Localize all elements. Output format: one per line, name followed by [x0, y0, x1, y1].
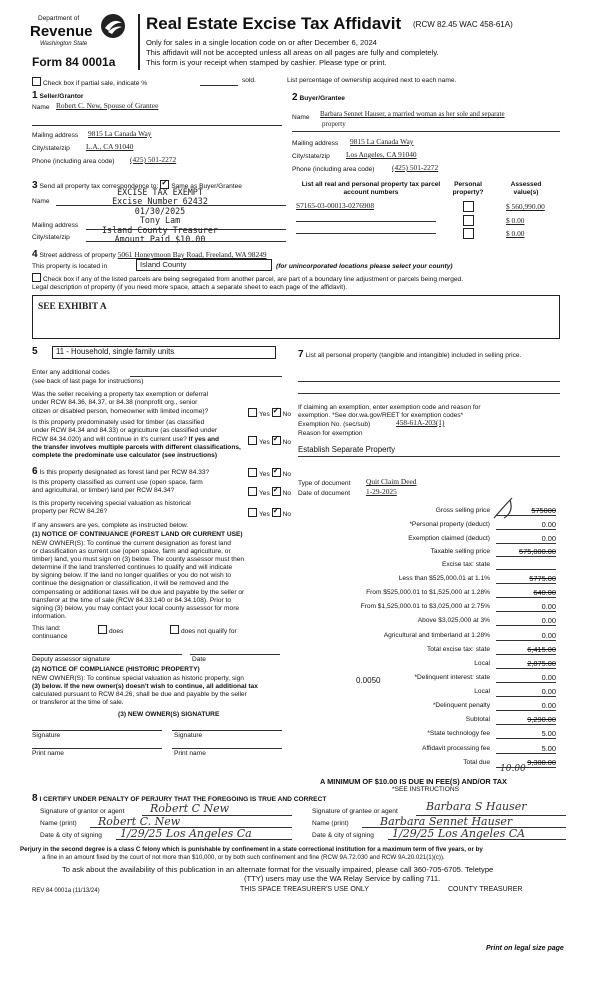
additional-codes-line[interactable]	[130, 376, 282, 377]
tax-calc-value: 5.00	[541, 729, 556, 738]
personal-property-checkbox-3[interactable]	[463, 228, 474, 239]
land-does-not-checkbox[interactable]	[170, 625, 179, 634]
forest-land-question: 6 Is this property designated as forest land per RCW 84.33?	[32, 466, 210, 477]
state-label: Washington State	[40, 41, 88, 47]
land-use-code-value: 11 - Household, single family units	[56, 347, 175, 356]
tax-calc-field[interactable]	[496, 668, 556, 669]
grantee-date-label: Date & city of signing	[312, 832, 374, 839]
deputy-signature-line[interactable]	[32, 654, 182, 655]
partial-sale-label: Check box if partial sale, indicate %	[43, 80, 148, 87]
tax-calc-row	[300, 745, 558, 755]
tax-calc-row	[300, 674, 558, 684]
exemption-reason-label: Reason for exemption	[298, 430, 363, 437]
tax-calc-label: Exemption claimed (deduct)	[408, 535, 490, 542]
tax-calc-field[interactable]	[496, 640, 556, 641]
tax-calc-label: Local	[474, 660, 490, 667]
tax-calc-field[interactable]	[496, 738, 556, 739]
revenue-logo-icon	[100, 13, 126, 39]
exemption-reason-field[interactable]: Establish Separate Property	[298, 445, 396, 454]
tax-calc-field[interactable]	[496, 611, 556, 612]
new-owner-sig-line-2[interactable]	[172, 730, 282, 731]
grantor-signature-label: Signature of grantor or agent	[40, 808, 125, 815]
tax-calc-value: 0.00	[541, 602, 556, 611]
header-line-1: Only for sales in a single location code on or after December 6, 2024	[146, 38, 377, 47]
tax-calc-label: From $1,525,000.01 to $3,025,000 at 2.75%	[360, 603, 490, 610]
location-label: This property is located in	[32, 263, 108, 270]
total-due-handwritten: 10.00	[500, 764, 526, 774]
continuance-label: continuance	[32, 633, 68, 640]
historic-yes-no: Yes ✓ No	[248, 508, 291, 518]
partial-sale-checkbox[interactable]	[32, 77, 41, 86]
personal-property-line-1[interactable]	[298, 381, 560, 382]
tax-calc-value: 0.00	[541, 701, 556, 710]
tax-calc-field[interactable]	[496, 529, 556, 530]
corr-name-label: Name	[32, 198, 50, 205]
tax-calc-value: 0.00	[541, 520, 556, 529]
tax-calc-row	[300, 603, 558, 613]
dept-label: Department of	[38, 15, 80, 22]
seller-phone-field[interactable]: (425) 501-2272	[130, 155, 177, 164]
street-address-field[interactable]: 5061 Honeymoon Bay Road, Freeland, WA 98249	[117, 250, 267, 259]
new-owner-print-label-2: Print name	[174, 750, 206, 757]
tax-calc-row	[300, 561, 558, 571]
tax-calc-field[interactable]	[496, 569, 556, 570]
header-divider	[138, 14, 140, 70]
parcel-number-field[interactable]: S7165-03-00013-0276908	[296, 201, 375, 210]
seller-city-label: City/state/zip	[32, 145, 70, 152]
ownership-note: List percentage of ownership acquired next to each name.	[287, 77, 457, 84]
current-use-no-checkbox[interactable]	[272, 487, 281, 496]
parcel-list-header: List all real and personal property tax parcel account numbers	[301, 181, 441, 196]
tax-calc-value: 0.00	[541, 631, 556, 640]
land-does-checkbox[interactable]	[98, 625, 107, 634]
deputy-date-label: Date	[192, 656, 206, 663]
perjury-notice-2: a fine in an amount fixed by the court of not more than $10,000, or by both such confinement and fine (RCW 9A.72.030 and RCW 9A.20.021(1)(c)).	[42, 854, 445, 861]
tax-calc-value: 6,415.00	[527, 645, 556, 654]
stamp-line: Tony Lam	[139, 215, 181, 226]
exemption-yes-checkbox[interactable]	[248, 408, 257, 417]
tax-calc-field[interactable]	[496, 696, 556, 697]
personal-property-checkbox-2[interactable]	[463, 215, 474, 226]
personal-property-list-label: 7 List all personal property (tangible and intangible) included in selling price.	[298, 349, 522, 360]
segregation-checkbox[interactable]	[32, 273, 41, 282]
personal-property-checkbox-1[interactable]	[463, 201, 474, 212]
document-type-field[interactable]: Quit Claim Deed	[366, 477, 417, 486]
county-select-value: Island County	[140, 260, 187, 269]
notice-continuance-title: (1) NOTICE OF CONTINUANCE (FOREST LAND OR CURRENT USE)	[32, 531, 243, 538]
historic-no-checkbox[interactable]	[272, 508, 281, 517]
this-land-label: This land:	[32, 625, 61, 632]
personal-property-header: Personal property?	[452, 181, 484, 196]
exempt-stamp	[100, 188, 220, 244]
tax-calc-label: *Delinquent penalty	[432, 702, 490, 709]
tax-calc-label: Total excise tax: state	[426, 646, 490, 653]
tax-calc-label: Taxable selling price	[430, 548, 490, 555]
new-owner-sig-line-1[interactable]	[32, 730, 162, 731]
county-treasurer-label: COUNTY TREASURER	[448, 886, 523, 893]
local-rate-value: 0.0050	[356, 676, 381, 685]
form-rcw: (RCW 82.45 WAC 458-61A)	[413, 20, 513, 29]
tax-calc-label: Affidavit processing fee	[421, 745, 490, 752]
notice-continuance-text: NEW OWNER(S): To continue the current designation as forest land or classification as current use (open space, farm and agriculture, or timber) land, you must sign on (3) below. The county assessor must then determine if the land transferred continues to qualify and will indicate by signing below. If the land no longer qualifies or you do not wish to continue the designation or classification, it will be removed and the compensating or additional taxes will be due and payable by the seller or transferor at the time of sale (RCW 84.33.140 or 84.34.108). Prior to signing (3) below, you may contact your local county assessor for more information.	[32, 540, 245, 620]
legal-size-note: Print on legal size page	[486, 945, 564, 952]
corr-city-label: City/state/zip	[32, 234, 70, 241]
tax-calc-value: 5775.00	[529, 574, 556, 583]
exemption-yes-no: Yes ✓ No	[248, 408, 291, 418]
forest-yes-checkbox[interactable]	[248, 468, 257, 477]
document-date-label: Date of document	[298, 490, 351, 497]
buyer-mail-label: Mailing address	[292, 140, 339, 147]
seller-name-field[interactable]: Robert C. New, Spouse of Grantee	[56, 101, 159, 110]
exemption-question: Was the seller receiving a property tax exemption or deferral under RCW 84.36, 84.37, or 84.38 (nonprofit org., senior citizen or disabled person, homeowner with limited income)?	[32, 391, 209, 415]
revenue-word: Revenue	[30, 23, 93, 40]
location-note: (for unincorporated locations please select your county)	[276, 263, 453, 270]
crossout-mark-icon	[492, 496, 528, 520]
form-title: Real Estate Excise Tax Affidavit	[146, 14, 402, 33]
legal-description-field[interactable]	[32, 295, 560, 339]
legal-description-label: Legal description of property (if you need more space, attach a separate sheet to each page of the affidavit).	[32, 284, 348, 291]
buyer-name-field-2[interactable]: property	[322, 120, 346, 128]
see-instructions: *SEE INSTRUCTIONS	[392, 786, 460, 793]
corr-mail-label: Mailing address	[32, 222, 79, 229]
current-use-yes-no: Yes ✓ No	[248, 487, 291, 497]
exemption-number-label: Exemption No. (sec/sub)	[298, 421, 371, 428]
seller-city-field[interactable]: L.A., CA 91040	[86, 142, 134, 151]
tax-calc-label: Excise tax: state	[441, 561, 490, 568]
tax-calc-row	[300, 575, 558, 585]
buyer-phone-label: Phone (including area code)	[292, 166, 375, 173]
seller-heading: 1 Seller/Grantor	[32, 90, 84, 101]
seller-name-line2	[32, 125, 282, 126]
tax-calc-field[interactable]	[496, 583, 556, 584]
treasurer-use-label: THIS SPACE TREASURER'S USE ONLY	[240, 886, 369, 893]
deputy-date-line[interactable]	[190, 654, 280, 655]
tax-calc-row	[300, 632, 558, 642]
forest-yes-no: Yes ✓ No	[248, 468, 291, 478]
perjury-notice: Perjury in the second degree is a class C felony which is punishable by confinement in a state correctional institution for a maximum term of five years, or by	[20, 846, 483, 853]
grantee-date-field[interactable]: 1/29/25 Los Angeles CA	[392, 827, 526, 840]
partial-sale-row	[32, 77, 147, 87]
tax-calc-value: 0.00	[541, 616, 556, 625]
parcel-line-3[interactable]	[296, 233, 436, 234]
tax-calc-field[interactable]	[496, 543, 556, 544]
notice-compliance-title: (2) NOTICE OF COMPLIANCE (HISTORIC PROPERTY)	[32, 666, 200, 673]
land-does-not-option: does not qualify for	[170, 625, 237, 635]
tax-calc-field[interactable]	[496, 625, 556, 626]
grantor-date-label: Date & city of signing	[40, 832, 102, 839]
tax-calc-label: Total due	[463, 759, 490, 766]
buyer-name-label: Name	[292, 114, 310, 121]
timber-question: Is this property predominately used for timber (as classified under RCW 84.34 and 84.33) or agriculture (as classified under RCW 84.34.020) and will continue in it's current use? If yes and the transfer involves multiple parcels with different classifications, complete the predominate use calculator (see instructions)	[32, 419, 241, 460]
grantor-name-field[interactable]: Robert C. New	[98, 815, 181, 828]
revision-label: REV 84 0001a (11/13/24)	[32, 888, 100, 894]
partial-pct-line[interactable]	[200, 85, 238, 86]
tax-calc-value: 0.00	[541, 687, 556, 696]
stamp-line: Island County Treasurer	[102, 224, 218, 235]
grantee-signature-label: Signature of grantee or agent	[312, 808, 398, 815]
tax-calc-row	[300, 688, 558, 698]
timber-yes-no: Yes ✓ No	[248, 436, 291, 446]
tax-calc-field[interactable]	[496, 753, 556, 754]
tax-calc-row	[300, 730, 558, 740]
tax-calc-label: Above $3,025,000 at 3%	[417, 617, 490, 624]
buyer-name-field[interactable]: Barbara Sennet Hauser, a married woman as her sole and separate	[320, 110, 505, 118]
grantor-date-field[interactable]: 1/29/25 Los Angeles Ca	[120, 827, 252, 840]
tax-calc-value: 0.00	[541, 534, 556, 543]
tax-calc-label: From $525,000.01 to $1,525,000 at 1.28%	[366, 589, 490, 596]
tax-calc-label: *Delinquent interest: state	[414, 674, 490, 681]
document-type-label: Type of document	[298, 480, 351, 487]
tax-calc-row	[300, 646, 558, 656]
tax-calc-value: 2,875.00	[527, 659, 556, 668]
stamp-line: 01/30/2025	[134, 205, 186, 216]
new-owner-sig-label-1: Signature	[32, 732, 61, 739]
grantee-name-label: Name (print)	[312, 820, 349, 827]
tax-calc-field[interactable]	[496, 710, 556, 711]
assessed-value-3[interactable]: $ 0.00	[506, 229, 525, 238]
tax-calc-value: 5.00	[541, 744, 556, 753]
land-use-code-select[interactable]	[52, 346, 276, 359]
new-owner-print-line-2[interactable]	[172, 748, 282, 749]
historic-question: Is this property receiving special valuation as historical property per RCW 84.26?	[32, 500, 191, 516]
grantor-signature-field[interactable]: Robert C New	[150, 802, 230, 815]
tax-calc-value: 575000	[531, 506, 556, 515]
notice-compliance-text: NEW OWNER(S): To continue special valuation as historic property, sign (3) below. If the new owner(s) doesn't wish to continue, all additional tax calculated pursuant to RCW 84.26, shall be due and payable by the seller or transferor at the time of sale.	[32, 675, 258, 707]
minimum-due-note: A MINIMUM OF $10.00 IS DUE IN FEE(S) AND/OR TAX	[320, 777, 507, 786]
tax-calc-row	[300, 535, 558, 545]
assessed-value-header: Assessed value(s)	[510, 181, 542, 196]
tax-calc-row	[300, 521, 558, 531]
current-use-question: Is this property classified as current use (open space, farm and agricultural, or timber) land per RCW 84.34?	[32, 479, 203, 495]
tax-calc-row	[300, 589, 558, 599]
additional-codes-note: (see back of last page for instructions)	[32, 378, 144, 385]
buyer-heading: 2 Buyer/Grantee	[292, 92, 345, 103]
stamp-line: Amount Paid $10.00	[114, 234, 206, 245]
parcel-line-2[interactable]	[296, 221, 436, 222]
seller-mail-field[interactable]: 9815 La Canada Way	[88, 129, 152, 138]
deputy-signature-label: Deputy assessor signature	[32, 656, 111, 663]
additional-codes-label: Enter any additional codes	[32, 369, 110, 376]
timber-no-checkbox[interactable]	[272, 436, 281, 445]
header-line-3: This form is your receipt when stamped by cashier. Please type or print.	[146, 58, 387, 67]
timber-yes-checkbox[interactable]	[248, 436, 257, 445]
new-owner-sig-label-2: Signature	[174, 732, 203, 739]
tax-calc-value: 9,300.00	[527, 758, 556, 767]
historic-yes-checkbox[interactable]	[248, 508, 257, 517]
personal-property-line-2[interactable]	[298, 393, 560, 394]
assessed-value-2[interactable]: $ 0.00	[506, 216, 525, 225]
street-address-row: 4 Street address of property 5061 Honeymoon Bay Road, Freeland, WA 98249	[32, 249, 267, 260]
tax-calc-field[interactable]	[496, 724, 556, 725]
buyer-phone-field[interactable]: (425) 501-2272	[392, 163, 439, 172]
tax-calc-value: 0.00	[541, 673, 556, 682]
tax-calc-row	[300, 617, 558, 627]
sec5-number: 5	[32, 346, 38, 357]
tax-calc-value: 575,000.00	[519, 547, 556, 556]
if-yes-instructions: If any answers are yes, complete as instructed below.	[32, 522, 189, 529]
stamp-line: Excise Number 62432	[112, 196, 208, 207]
tax-calc-field[interactable]	[496, 556, 556, 557]
seller-mail-label: Mailing address	[32, 132, 79, 139]
buyer-city-label: City/state/zip	[292, 153, 330, 160]
alternate-format-note: To ask about the availability of this publication in an alternate format for the visually impaired, please call 360-705-6705. Teletype	[62, 865, 494, 874]
tax-calc-label: Agricultural and timberland at 1.28%	[383, 632, 490, 639]
tax-calc-field[interactable]	[496, 682, 556, 683]
exemption-no-checkbox[interactable]	[272, 408, 281, 417]
exemption-reason-line	[298, 456, 560, 457]
tax-calc-value: 640.00	[533, 588, 556, 597]
tax-calc-row	[300, 548, 558, 558]
tax-calc-value: 9,290.00	[527, 715, 556, 724]
exemption-instructions: If claiming an exemption, enter exemption code and reason for exemption. *See dor.wa.gov/REET for exemption codes*	[298, 404, 481, 420]
forest-no-checkbox[interactable]	[272, 468, 281, 477]
header-line-2: This affidavit will not be accepted unless all areas on all pages are fully and completely.	[146, 48, 439, 57]
new-owner-signature-title: (3) NEW OWNER(S) SIGNATURE	[118, 711, 220, 718]
grantee-signature-field[interactable]: Barbara S Hauser	[426, 800, 527, 813]
stamp-line: EXCISE TAX EXEMPT	[117, 187, 203, 197]
exemption-number-field[interactable]: 458-61A-203(1)	[396, 418, 445, 427]
buyer-city-field[interactable]: Los Angeles, CA 91040	[346, 150, 417, 159]
assessed-value-1[interactable]: $ 560,990.00	[506, 202, 545, 211]
seller-phone-label: Phone (including area code)	[32, 158, 115, 165]
tty-note: (TTY) users may use the WA Relay Service by calling 711.	[244, 874, 441, 883]
grantee-name-field[interactable]: Barbara Sennet Hauser	[380, 815, 513, 828]
tax-calc-label: Local	[474, 688, 490, 695]
tax-calc-label: *Personal property (deduct)	[409, 521, 490, 528]
tax-calc-label: Less than $525,000.01 at 1.1%	[398, 575, 490, 582]
current-use-yes-checkbox[interactable]	[248, 487, 257, 496]
tax-calc-label: Subtotal	[465, 716, 490, 723]
tax-calc-row	[300, 716, 558, 726]
partial-sold-label: sold.	[242, 77, 256, 84]
document-date-field[interactable]: 1-29-2025	[366, 487, 397, 496]
form-number: Form 84 0001a	[32, 55, 116, 69]
land-does-option: does	[98, 625, 123, 635]
tax-calc-row	[300, 702, 558, 712]
tax-calc-field[interactable]	[496, 597, 556, 598]
tax-calc-label: Gross selling price	[435, 507, 490, 514]
certify-heading: 8 I CERTIFY UNDER PENALTY OF PERJURY THAT THE FOREGOING IS TRUE AND CORRECT	[32, 793, 327, 804]
buyer-name-line2	[292, 131, 560, 132]
tax-calc-row	[300, 660, 558, 670]
buyer-mail-field[interactable]: 9815 La Canada Way	[350, 137, 414, 146]
legal-description-value: SEE EXHIBIT A	[38, 302, 107, 312]
new-owner-print-label-1: Print name	[32, 750, 64, 757]
tax-calc-label: *State technology fee	[427, 730, 490, 737]
new-owner-print-line-1[interactable]	[32, 748, 162, 749]
seller-name-label: Name	[32, 104, 50, 111]
grantor-name-label: Name (print)	[40, 820, 77, 827]
county-select[interactable]	[136, 259, 272, 271]
correspondence-heading: 3 Send all property tax correspondence to: ✓ Same as Buyer/Grantee	[32, 180, 242, 191]
tax-calc-field[interactable]	[496, 654, 556, 655]
segregation-row: Check box if any of the listed parcels are being segregated from another parcel, are part of a boundary line adjustment or parcels being merged.	[32, 273, 463, 283]
